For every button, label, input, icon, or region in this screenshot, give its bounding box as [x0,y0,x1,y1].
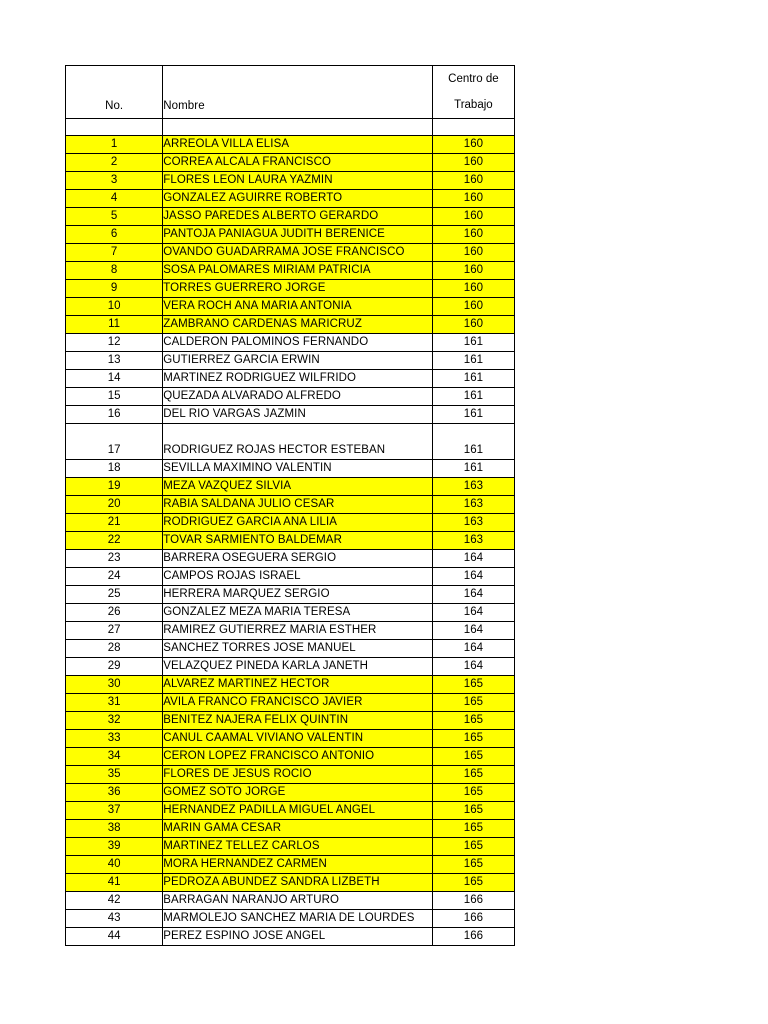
employee-table [65,65,515,946]
row-number-cell: 41 [66,874,163,892]
row-name-cell: BENITEZ NAJERA FELIX QUINTIN [163,712,433,730]
row-centro-cell: 165 [432,676,514,694]
row-centro-cell: 163 [432,532,514,550]
row-name-cell: RAMIREZ GUTIERREZ MARIA ESTHER [163,622,433,640]
row-name-cell: MEZA VAZQUEZ SILVIA [163,478,433,496]
row-number-cell: 38 [66,820,163,838]
table-row [66,676,515,694]
row-name-cell: HERRERA MARQUEZ SERGIO [163,586,433,604]
row-centro-cell: 161 [432,460,514,478]
table-row [66,802,515,820]
table-row [66,424,515,460]
row-number-cell: 6 [66,226,163,244]
row-name-cell: SEVILLA MAXIMINO VALENTIN [163,460,433,478]
table-row [66,172,515,190]
table-row [66,478,515,496]
row-number-cell: 43 [66,910,163,928]
row-centro-cell: 161 [432,334,514,352]
row-number-cell: 8 [66,262,163,280]
row-name-cell: MARMOLEJO SANCHEZ MARIA DE LOURDES [163,910,433,928]
row-number-cell: 22 [66,532,163,550]
table-row [66,712,515,730]
row-centro-cell: 160 [432,280,514,298]
row-name-cell: DEL RIO VARGAS JAZMIN [163,406,433,424]
header-no: No. [66,66,163,119]
row-number-cell: 4 [66,190,163,208]
table-row [66,406,515,424]
row-name-cell: FLORES DE JESUS ROCIO [163,766,433,784]
row-centro-cell: 160 [432,190,514,208]
table-row [66,496,515,514]
row-number-cell: 19 [66,478,163,496]
table-row [66,928,515,946]
row-centro-cell: 163 [432,496,514,514]
table-row [66,568,515,586]
row-centro-cell: 164 [432,640,514,658]
row-number-cell: 25 [66,586,163,604]
table-body [66,66,515,946]
row-name-cell: CALDERON PALOMINOS FERNANDO [163,334,433,352]
table-row [66,280,515,298]
row-number-cell: 37 [66,802,163,820]
row-name-cell: GUTIERREZ GARCIA ERWIN [163,352,433,370]
row-centro-cell: 161 [432,406,514,424]
row-name-cell: PEDROZA ABUNDEZ SANDRA LIZBETH [163,874,433,892]
row-centro-cell: 164 [432,658,514,676]
row-number-cell: 29 [66,658,163,676]
table-row [66,658,515,676]
table-row [66,154,515,172]
header-centro-line1: Centro de [448,73,499,85]
table-row [66,262,515,280]
table-row [66,244,515,262]
row-centro-cell: 163 [432,514,514,532]
table-row [66,316,515,334]
row-centro-cell: 165 [432,838,514,856]
row-number-cell: 15 [66,388,163,406]
row-centro-cell: 161 [432,388,514,406]
row-number-cell: 14 [66,370,163,388]
row-number-cell: 33 [66,730,163,748]
row-number-cell: 24 [66,568,163,586]
row-name-cell: GONZALEZ AGUIRRE ROBERTO [163,190,433,208]
row-centro-cell: 164 [432,550,514,568]
row-name-cell: CERON LOPEZ FRANCISCO ANTONIO [163,748,433,766]
table-row [66,892,515,910]
row-centro-cell: 160 [432,298,514,316]
row-number-cell: 11 [66,316,163,334]
row-number-cell: 42 [66,892,163,910]
table-row [66,514,515,532]
row-number-cell: 16 [66,406,163,424]
row-centro-cell: 161 [432,370,514,388]
row-name-cell: BARRAGAN NARANJO ARTURO [163,892,433,910]
row-number-cell: 5 [66,208,163,226]
row-number-cell: 13 [66,352,163,370]
row-name-cell: RODRIGUEZ GARCIA ANA LILIA [163,514,433,532]
row-number-cell: 20 [66,496,163,514]
row-centro-cell: 166 [432,910,514,928]
table-row [66,298,515,316]
row-centro-cell: 161 [432,352,514,370]
table-row [66,136,515,154]
row-name-cell: BARRERA OSEGUERA SERGIO [163,550,433,568]
row-centro-cell: 160 [432,172,514,190]
row-number-cell: 31 [66,694,163,712]
row-name-cell: CANUL CAAMAL VIVIANO VALENTIN [163,730,433,748]
row-name-cell: MARTINEZ TELLEZ CARLOS [163,838,433,856]
row-name-cell: PANTOJA PANIAGUA JUDITH BERENICE [163,226,433,244]
row-centro-cell: 165 [432,874,514,892]
row-number-cell: 32 [66,712,163,730]
table-row [66,532,515,550]
row-name-cell: TOVAR SARMIENTO BALDEMAR [163,532,433,550]
row-number-cell: 39 [66,838,163,856]
row-number-cell: 26 [66,604,163,622]
row-centro-cell: 164 [432,604,514,622]
table-row [66,748,515,766]
table-row [66,874,515,892]
row-number-cell: 21 [66,514,163,532]
row-name-cell: GOMEZ SOTO JORGE [163,784,433,802]
row-name-cell: SOSA PALOMARES MIRIAM PATRICIA [163,262,433,280]
row-centro-cell: 160 [432,208,514,226]
row-number-cell: 23 [66,550,163,568]
row-centro-cell: 165 [432,766,514,784]
table-row [66,352,515,370]
row-name-cell: OVANDO GUADARRAMA JOSE FRANCISCO [163,244,433,262]
row-centro-cell: 160 [432,226,514,244]
table-row [66,910,515,928]
row-number-cell: 28 [66,640,163,658]
table-row [66,190,515,208]
table-row [66,820,515,838]
table-row [66,334,515,352]
spacer-cell [432,119,514,136]
spacer-cell [66,119,163,136]
row-name-cell: PEREZ ESPINO JOSE ANGEL [163,928,433,946]
table-row [66,856,515,874]
row-centro-cell: 165 [432,748,514,766]
spacer-cell [163,119,433,136]
table-row [66,604,515,622]
row-centro-cell: 160 [432,154,514,172]
row-name-cell: RABIA SALDANA JULIO CESAR [163,496,433,514]
table-row [66,370,515,388]
row-name-cell: MARIN GAMA CESAR [163,820,433,838]
table-row [66,694,515,712]
row-number-cell: 44 [66,928,163,946]
row-name-cell: QUEZADA ALVARADO ALFREDO [163,388,433,406]
row-number-cell: 30 [66,676,163,694]
row-centro-cell: 165 [432,694,514,712]
row-centro-cell: 164 [432,622,514,640]
row-centro-cell: 160 [432,244,514,262]
table-row [66,460,515,478]
row-name-cell: TORRES GUERRERO JORGE [163,280,433,298]
table-row [66,208,515,226]
row-centro-cell: 160 [432,316,514,334]
row-centro-cell: 165 [432,712,514,730]
table-row [66,388,515,406]
row-name-cell: SANCHEZ TORRES JOSE MANUEL [163,640,433,658]
row-name-cell: MARTINEZ RODRIGUEZ WILFRIDO [163,370,433,388]
row-centro-cell: 164 [432,586,514,604]
row-number-cell: 1 [66,136,163,154]
row-name-cell: ZAMBRANO CARDENAS MARICRUZ [163,316,433,334]
row-number-cell: 7 [66,244,163,262]
spacer-row [66,119,515,136]
row-number-cell: 18 [66,460,163,478]
row-number-cell: 27 [66,622,163,640]
row-name-cell: ALVAREZ MARTINEZ HECTOR [163,676,433,694]
row-centro-cell: 165 [432,730,514,748]
row-number-cell: 2 [66,154,163,172]
header-centro-line2: Trabajo [454,99,493,111]
header-nombre: Nombre [163,66,433,119]
row-name-cell: GONZALEZ MEZA MARIA TERESA [163,604,433,622]
row-number-cell: 10 [66,298,163,316]
table-row [66,640,515,658]
header-centro-de-trabajo [432,66,514,119]
header-row [66,66,515,119]
row-centro-cell: 161 [432,424,514,460]
table-row [66,622,515,640]
row-centro-cell: 165 [432,856,514,874]
row-name-cell: CORREA ALCALA FRANCISCO [163,154,433,172]
row-centro-cell: 166 [432,892,514,910]
row-name-cell: JASSO PAREDES ALBERTO GERARDO [163,208,433,226]
row-centro-cell: 160 [432,136,514,154]
row-name-cell: CAMPOS ROJAS ISRAEL [163,568,433,586]
row-name-cell: VERA ROCH ANA MARIA ANTONIA [163,298,433,316]
row-number-cell: 9 [66,280,163,298]
row-centro-cell: 160 [432,262,514,280]
row-number-cell: 12 [66,334,163,352]
table-row [66,550,515,568]
row-name-cell: MORA HERNANDEZ CARMEN [163,856,433,874]
row-name-cell: RODRIGUEZ ROJAS HECTOR ESTEBAN [163,424,433,460]
row-number-cell: 36 [66,784,163,802]
table-row [66,838,515,856]
row-name-cell: AVILA FRANCO FRANCISCO JAVIER [163,694,433,712]
row-name-cell: HERNANDEZ PADILLA MIGUEL ANGEL [163,802,433,820]
table-row [66,586,515,604]
row-name-cell: VELAZQUEZ PINEDA KARLA JANETH [163,658,433,676]
row-centro-cell: 163 [432,478,514,496]
row-number-cell: 34 [66,748,163,766]
row-number-cell: 3 [66,172,163,190]
row-centro-cell: 165 [432,784,514,802]
row-centro-cell: 165 [432,820,514,838]
table-row [66,784,515,802]
row-name-cell: FLORES LEON LAURA YAZMIN [163,172,433,190]
table-row [66,226,515,244]
row-centro-cell: 164 [432,568,514,586]
row-centro-cell: 165 [432,802,514,820]
row-centro-cell: 166 [432,928,514,946]
table-row [66,766,515,784]
row-number-cell: 17 [66,424,163,460]
row-number-cell: 35 [66,766,163,784]
row-number-cell: 40 [66,856,163,874]
row-name-cell: ARREOLA VILLA ELISA [163,136,433,154]
table-row [66,730,515,748]
